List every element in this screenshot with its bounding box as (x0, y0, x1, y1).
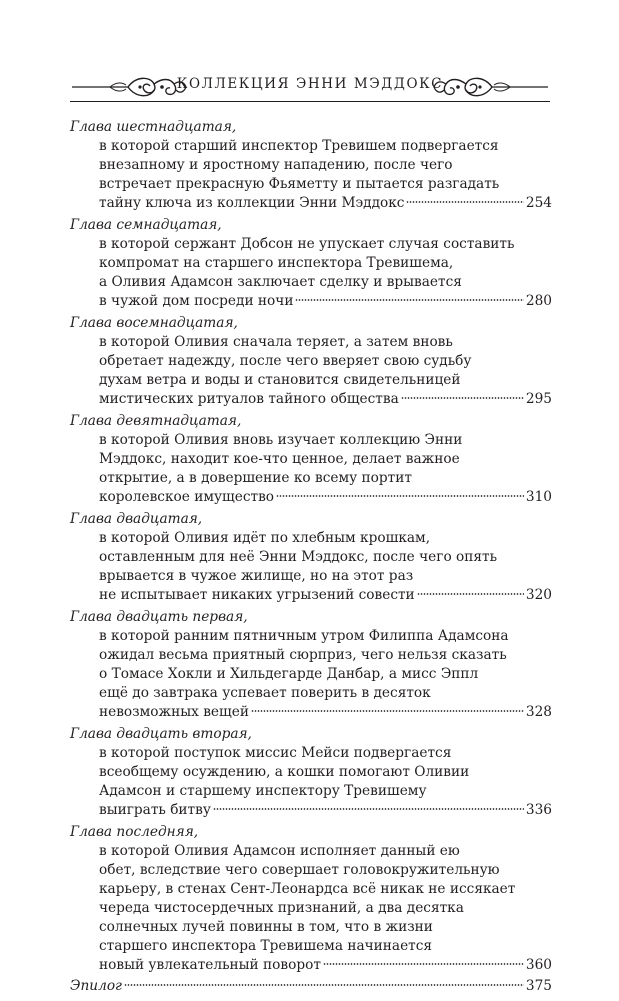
page-number: 295 (525, 391, 552, 407)
description-line: Мэддокс, находит кое-что ценное, делает важное (99, 451, 460, 467)
page-number: 328 (525, 704, 552, 720)
running-header (70, 72, 550, 102)
description-line: в которой Оливия вновь изучает коллекцию Энни (99, 432, 463, 448)
header-rule (70, 101, 550, 102)
description-last-line (99, 488, 552, 507)
description-line: Адамсон и старшему инспектору Тревишему (99, 783, 427, 799)
description-line: компромат на старшего инспектора Тревишема, (99, 255, 454, 271)
description-line: духам ветра и воды и становится свидетельницей (99, 372, 461, 388)
description-line: в которой ранним пятничным утром Филиппа Адамсона (99, 628, 509, 644)
page-number: 375 (525, 978, 552, 994)
dot-leader (401, 396, 524, 400)
page-number: 320 (525, 587, 552, 603)
toc-entry[interactable] (70, 608, 552, 722)
description-line: обет, вследствие чего совершает головокружительную (99, 862, 500, 878)
chapter-title: Глава последняя, (70, 824, 199, 840)
toc-entry[interactable] (70, 725, 552, 820)
description-line: врывается в чужое жилище, но на этот раз (99, 568, 414, 584)
dot-leader (276, 494, 524, 498)
page-number: 336 (525, 802, 552, 818)
description-line: в которой поступок миссис Мейси подвергается (99, 745, 452, 761)
chapter-description (70, 627, 552, 722)
description-line: в которой Оливия сначала теряет, а затем вновь (99, 334, 453, 350)
chapter-description (70, 744, 552, 820)
chapter-description (70, 431, 552, 507)
chapter-description (70, 842, 552, 975)
page-number: 254 (525, 195, 552, 211)
toc-entry[interactable] (70, 510, 552, 605)
chapter-description (70, 137, 552, 213)
description-line: ещё до завтрака успевает поверить в десяток (99, 685, 431, 701)
epilog-label: Эпилог (70, 978, 122, 994)
page-number: 310 (525, 489, 552, 505)
dot-leader (295, 298, 523, 302)
dot-leader (406, 200, 523, 204)
toc-entry-epilog[interactable] (70, 977, 552, 996)
dot-leader (124, 983, 524, 987)
description-last-line (99, 292, 552, 311)
chapter-title: Глава двадцать первая, (70, 609, 248, 625)
description-line: череда чистосердечных признаний, а два десятка (99, 900, 464, 916)
page-number: 360 (525, 957, 552, 973)
toc-entry[interactable] (70, 823, 552, 975)
description-last-line (99, 956, 552, 975)
description-last-line (99, 703, 552, 722)
description-line: в чужой дом посреди ночи (99, 293, 294, 309)
toc-entry[interactable] (70, 412, 552, 507)
dot-leader (417, 592, 524, 596)
dot-leader (323, 962, 524, 966)
description-line: мистических ритуалов тайного общества (99, 391, 399, 407)
chapter-title: Глава семнадцатая, (70, 217, 222, 233)
description-line: невозможных вещей (99, 704, 249, 720)
chapter-title: Глава двадцать вторая, (70, 726, 252, 742)
dot-leader (213, 807, 524, 811)
toc-entry[interactable] (70, 314, 552, 409)
chapter-title: Глава восемнадцатая, (70, 315, 238, 331)
description-last-line (99, 194, 552, 213)
description-line: старшего инспектора Тревишема начинается (99, 938, 433, 954)
description-line: выиграть битву (99, 802, 211, 818)
chapter-description (70, 529, 552, 605)
description-line: оставленным для неё Энни Мэддокс, после чего опять (99, 549, 498, 565)
description-line: королевское имущество (99, 489, 275, 505)
description-line: солнечных лучей повинны в том, что в жизни (99, 919, 433, 935)
description-line: в которой старший инспектор Тревишем подвергается (99, 138, 499, 154)
chapter-description (70, 235, 552, 311)
description-line: о Томасе Хокли и Хильдегарде Данбар, а мисс Эппл (99, 666, 479, 682)
description-line: ожидал весьма приятный сюрприз, чего нельзя сказать (99, 647, 507, 663)
header-title: КОЛЛЕКЦИЯ ЭННИ МЭДДОКС (176, 76, 444, 92)
chapter-title: Глава шестнадцатая, (70, 119, 237, 135)
description-line: карьеру, в стенах Сент-Леонардса всё никак не иссякает (99, 881, 516, 897)
description-line: в которой сержант Добсон не упускает случая составить (99, 236, 515, 252)
description-line: тайну ключа из коллекции Энни Мэддокс (99, 195, 405, 211)
chapter-title: Глава девятнадцатая, (70, 413, 242, 429)
chapter-description (70, 333, 552, 409)
ornament-flourish-right-icon (432, 72, 550, 102)
description-last-line (99, 801, 552, 820)
description-line: в которой Оливия Адамсон исполняет данный ею (99, 843, 460, 859)
description-line: всеобщему осуждению, а кошки помогают Оливии (99, 764, 470, 780)
description-last-line (99, 586, 552, 605)
description-line: а Оливия Адамсон заключает сделку и врывается (99, 274, 462, 290)
description-line: в которой Оливия идёт по хлебным крошкам, (99, 530, 431, 546)
toc-entry[interactable] (70, 118, 552, 213)
description-line: не испытывает никаких угрызений совести (99, 587, 415, 603)
toc-entry[interactable] (70, 216, 552, 311)
description-line: обретает надежду, после чего вверяет свою судьбу (99, 353, 472, 369)
description-line: встречает прекрасную Фьяметту и пытается разгадать (99, 176, 500, 192)
table-of-contents (70, 118, 552, 996)
dot-leader (251, 709, 524, 713)
chapter-title: Глава двадцатая, (70, 511, 203, 527)
page-number: 280 (525, 293, 552, 309)
description-line: внезапному и яростному нападению, после чего (99, 157, 453, 173)
description-line: открытие, а в довершение ко всему портит (99, 470, 412, 486)
description-line: новый увлекательный поворот (99, 957, 321, 973)
description-last-line (99, 390, 552, 409)
